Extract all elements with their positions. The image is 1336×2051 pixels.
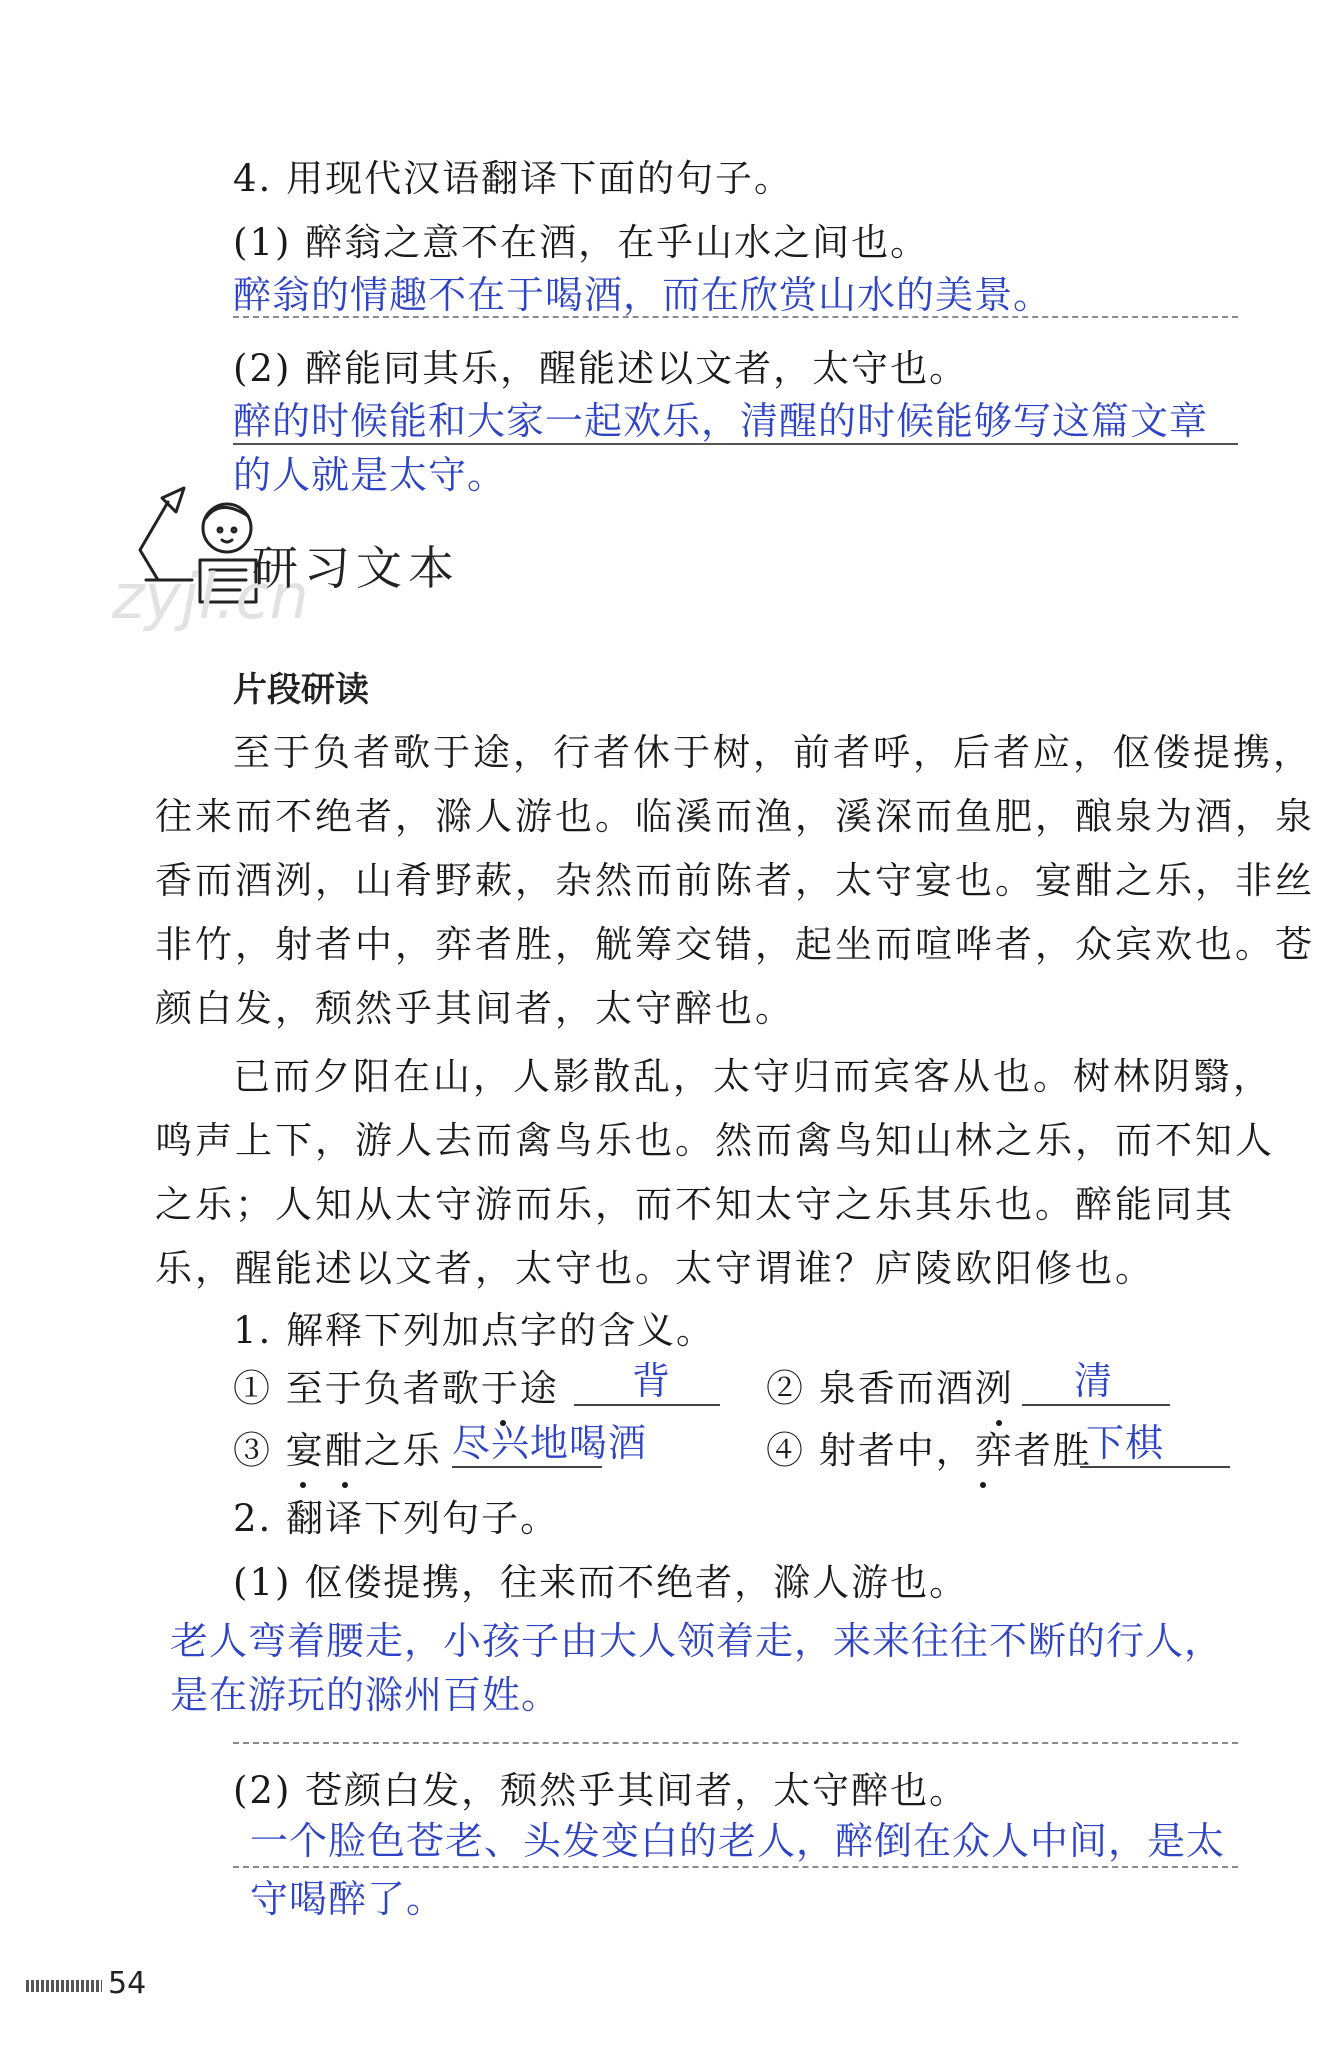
answer-line — [233, 1742, 1238, 1744]
q4-item2-prompt: (2) 醉能同其乐，醒能述以文者，太守也。 — [233, 347, 969, 390]
q2-item1-prompt: (1) 伛偻提携，往来而不绝者，滁人游也。 — [233, 1561, 969, 1604]
footer-decoration — [26, 1980, 102, 1992]
passage-p1-line: 往来而不绝者，滁人游也。临溪而渔，溪深而鱼肥，酿泉为酒，泉 — [155, 795, 1315, 838]
passage-p2-line: 已而夕阳在山，人影散乱，太守归而宾客从也。树林阴翳， — [233, 1055, 1273, 1098]
q4-title: 4. 用现代汉语翻译下面的句子。 — [233, 157, 794, 200]
q2-item1-answer-line2: 是在游玩的滁州百姓。 — [170, 1673, 561, 1717]
section-title: 研习文本 — [252, 541, 460, 595]
watermark: zyjl.cn — [112, 560, 309, 633]
passage-heading: 片段研读 — [233, 670, 369, 710]
passage-p1-line: 非竹，射者中，弈者胜，觥筹交错，起坐而喧哗者，众宾欢也。苍 — [155, 923, 1315, 966]
q4-item2-answer-line1: 醉的时候能和大家一起欢乐，清醒的时候能够写这篇文章 — [233, 399, 1209, 443]
q1-item2-prompt: ② 泉香而酒洌 — [766, 1367, 1014, 1410]
q1-title: 1. 解释下列加点字的含义。 — [233, 1309, 716, 1352]
passage-p2-line: 之乐；人知从太守游而乐，而不知太守之乐其乐也。醉能同其 — [155, 1183, 1235, 1226]
passage-p1-line: 香而酒洌，山肴野蔌，杂然而前陈者，太守宴也。宴酣之乐，非丝 — [155, 859, 1315, 902]
passage-p2-line: 乐，醒能述以文者，太守也。太守谓谁？庐陵欧阳修也。 — [155, 1247, 1155, 1290]
q1-item3-prompt: ③ 宴酣之乐 — [233, 1429, 442, 1472]
q2-item2-answer-line1: 一个脸色苍老、头发变白的老人，醉倒在众人中间，是太 — [250, 1819, 1226, 1863]
q4-item1-prompt: (1) 醉翁之意不在酒，在乎山水之间也。 — [233, 221, 930, 264]
passage-p1-line: 至于负者歌于途，行者休于树，前者呼，后者应，伛偻提携， — [233, 731, 1313, 774]
q1-item4-answer: 下棋 — [1086, 1421, 1165, 1465]
emphasis-dot — [980, 1482, 986, 1488]
page-number: 54 — [108, 1966, 147, 2001]
q2-item2-prompt: (2) 苍颜白发，颓然乎其间者，太守醉也。 — [233, 1769, 969, 1812]
passage-p1-line: 颜白发，颓然乎其间者，太守醉也。 — [155, 987, 795, 1030]
q1-item3-answer: 尽兴地喝酒 — [452, 1421, 648, 1465]
q4-item1-answer: 醉翁的情趣不在于喝酒，而在欣赏山水的美景。 — [233, 273, 1053, 317]
q1-item1-prompt: ① 至于负者歌于途 — [233, 1367, 559, 1410]
passage-p2-line: 鸣声上下，游人去而禽鸟乐也。然而禽鸟知山林之乐，而不知人 — [155, 1119, 1275, 1162]
q1-item2-answer: 清 — [1074, 1359, 1114, 1403]
q1-item1-answer: 背 — [632, 1359, 672, 1403]
q4-item2-answer-line2: 的人就是太守。 — [233, 453, 507, 497]
q1-item4-prompt: ④ 射者中，弈者胜 — [766, 1429, 1092, 1472]
answer-line — [233, 316, 1238, 318]
q2-item1-answer-line1: 老人弯着腰走，小孩子由大人领着走，来来往往不断的行人， — [170, 1619, 1224, 1663]
q2-item2-answer-line2: 守喝醉了。 — [250, 1877, 446, 1921]
q2-title: 2. 翻译下列句子。 — [233, 1497, 560, 1540]
